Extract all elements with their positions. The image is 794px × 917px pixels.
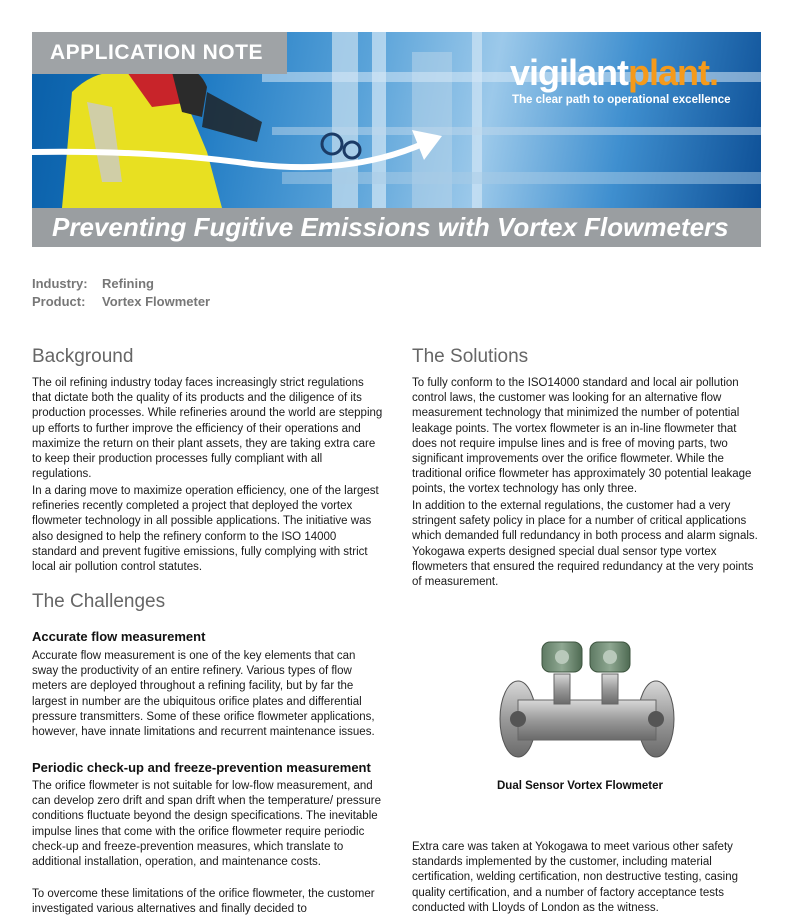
background-paragraph-1: The oil refining industry today faces increasingly strict regulations that dictate both the quality of its products and the diligence of its production processes. While refineries around the world are stepping up efforts to further improve the efficiency of their operations and maximize the return on their plant assets, they are taking extra care to keep their production processes fully compliant with all regulations. bbox=[32, 377, 383, 481]
dual-sensor-vortex-flowmeter-image bbox=[492, 634, 682, 764]
challenges-paragraph-3: To overcome these limitations of the orifice flowmeter, the customer investigated various alternatives and finally decided to bbox=[32, 888, 375, 916]
brand-part-plant: plant bbox=[628, 52, 710, 93]
periodic-checkup-subheading: Periodic check-up and freeze-prevention measurement bbox=[32, 760, 371, 775]
background-paragraph-2: In a daring move to maximize operation efficiency, one of the largest refineries recently completed a project that deployed the vortex flowmeter technology in all possible applications. The initiative was also designed to help the refinery conform to the ISO 14000 standard and prevent fugitive emissions, fully complying with strict local air pollution control statutes. bbox=[32, 485, 379, 574]
solutions-paragraph-2: In addition to the external regulations, the customer had a very stringent safety policy in place for a number of critical applications which demanded full redundancy in both process and alarm signals. Yokogawa experts designed special dual sensor type vortex flowmeters that ensured the required redundancy at the very points of measurement. bbox=[412, 500, 758, 589]
flowmeter-caption: Dual Sensor Vortex Flowmeter bbox=[497, 780, 663, 792]
solutions-paragraph-1: To fully conform to the ISO14000 standard and local air pollution control laws, the customer was looking for an alternative flow measurement technology that minimized the number of potential leakage points. The vortex flowmeter is an in-line flowmeter that does not require impulse lines and is free of moving parts, two significant improvements over the orifice flowmeter. While the traditional orifice flowmeter has approximately 30 potential leakage points, the vortex technology has only three. bbox=[412, 377, 752, 496]
solutions-heading: The Solutions bbox=[412, 346, 529, 367]
page-title: Preventing Fugitive Emissions with Vortex Flowmeters bbox=[52, 212, 729, 242]
challenges-heading: The Challenges bbox=[32, 591, 166, 612]
brand-part-vigilant: vigilant bbox=[510, 52, 629, 93]
product-value: Vortex Flowmeter bbox=[102, 294, 211, 309]
industry-label: Industry: bbox=[32, 276, 88, 291]
application-note-label: APPLICATION NOTE bbox=[32, 32, 287, 74]
industry-value: Refining bbox=[102, 276, 154, 291]
brand-tagline: The clear path to operational excellence bbox=[512, 94, 731, 106]
challenges-paragraph-1: Accurate flow measurement is one of the key elements that can sway the productivity of an entire refinery. Various types of flow meters are deployed throughout a refining facility, but by far the largest in number are the ubiquitous orifice plates and differential pressure transmitters. Some of these orifice flowmeter applications, however, have innate limitations and recurrent maintenance issues. bbox=[32, 650, 375, 739]
challenges-paragraph-2: The orifice flowmeter is not suitable for low-flow measurement, and can develop zero drift and span drift when the temperature/ pressure conditions fluctuate beyond the design specifications. The inevitable impulse lines that come with the orifice flowmeter require periodic check-up and freeze-prevention measures, which translate to additional installation, operation, and maintenance costs. bbox=[32, 780, 382, 869]
background-heading: Background bbox=[32, 346, 134, 367]
vigilantplant-logo bbox=[510, 52, 718, 94]
brand-dot: . bbox=[709, 52, 719, 93]
accurate-flow-subheading: Accurate flow measurement bbox=[32, 629, 206, 644]
industry-line bbox=[32, 276, 154, 291]
solutions-paragraph-3: Extra care was taken at Yokogawa to meet various other safety standards implemented by the customer, including material certification, welding certification, non destructive testing, casing quality certification, and a number of factory acceptance tests conducted with Lloyds of London as the witness. bbox=[412, 841, 738, 914]
product-line bbox=[32, 294, 210, 309]
product-label: Product: bbox=[32, 294, 86, 309]
title-bar bbox=[32, 208, 761, 247]
